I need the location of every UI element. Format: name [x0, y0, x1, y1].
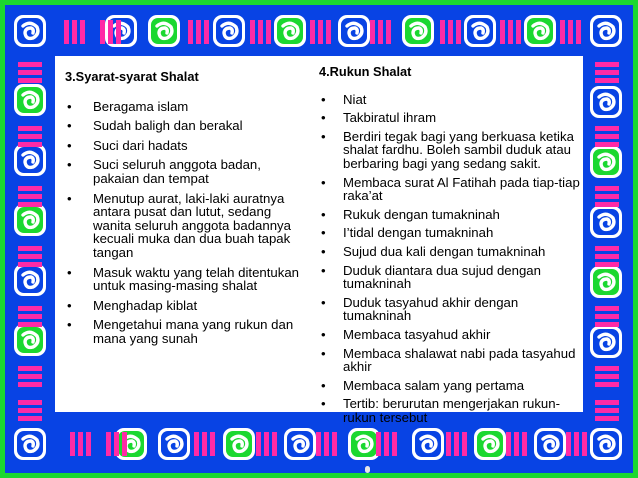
accent-bar: [370, 20, 375, 44]
list-item: • Tertib: berurutan mengerjakan rukun-rukun tersebut: [319, 397, 581, 424]
list-item: • Membaca salam yang pertama: [319, 379, 581, 393]
accent-bar: [595, 408, 619, 413]
accent-bar: [595, 246, 619, 251]
list-item: • Sujud dua kali dengan tumakninah: [319, 245, 581, 259]
syarat-shalat-column: [65, 70, 305, 352]
list-item: • Suci dari hadats: [65, 139, 305, 153]
swirl-icon: [590, 326, 622, 358]
accent-bar: [108, 20, 113, 44]
rukun-list: [319, 93, 581, 425]
accent-bar: [324, 432, 329, 456]
accent-bar: [560, 20, 565, 44]
swirl-icon: [14, 264, 46, 296]
list-item: • Beragama islam: [65, 100, 305, 114]
swirl-icon: [14, 15, 46, 47]
swirl-icon: [115, 428, 147, 460]
accent-bar: [568, 20, 573, 44]
accent-bar: [194, 432, 199, 456]
accent-bar: [18, 408, 42, 413]
accent-bar: [595, 262, 619, 267]
accent-bar: [70, 432, 75, 456]
accent-bar: [514, 432, 519, 456]
accent-bar: [122, 432, 127, 456]
accent-bar: [18, 186, 42, 191]
accent-bar: [310, 20, 315, 44]
accent-bar: [18, 246, 42, 251]
accent-bar: [18, 366, 42, 371]
accent-bar: [80, 20, 85, 44]
swirl-icon: [590, 15, 622, 47]
accent-bar: [326, 20, 331, 44]
accent-bar: [18, 374, 42, 379]
accent-bar: [18, 62, 42, 67]
accent-bar: [116, 20, 121, 44]
accent-bar: [522, 432, 527, 456]
accent-bar: [595, 400, 619, 405]
list-item: • Duduk tasyahud akhir dengan tumakninah: [319, 296, 581, 323]
accent-bar: [574, 432, 579, 456]
syarat-heading: 3.Syarat-syarat Shalat: [65, 69, 199, 84]
swirl-icon: [338, 15, 370, 47]
accent-bar: [18, 416, 42, 421]
accent-bar: [456, 20, 461, 44]
accent-bar: [258, 20, 263, 44]
swirl-icon: [590, 266, 622, 298]
accent-bar: [376, 432, 381, 456]
swirl-icon: [14, 204, 46, 236]
list-item: • Takbiratul ihram: [319, 111, 581, 125]
accent-bar: [462, 432, 467, 456]
accent-bar: [18, 78, 42, 83]
accent-bar: [595, 306, 619, 311]
accent-bar: [595, 70, 619, 75]
list-item: • Membaca surat Al Fatihah pada tiap-tiap raka’at: [319, 176, 581, 203]
accent-bar: [595, 78, 619, 83]
swirl-icon: [474, 428, 506, 460]
swirl-icon: [464, 15, 496, 47]
accent-bar: [18, 262, 42, 267]
list-item: • Membaca shalawat nabi pada tasyahud akhir: [319, 347, 581, 374]
swirl-icon: [148, 15, 180, 47]
accent-bar: [266, 20, 271, 44]
swirl-icon: [213, 15, 245, 47]
accent-bar: [18, 400, 42, 405]
swirl-icon: [348, 428, 380, 460]
swirl-icon: [534, 428, 566, 460]
accent-bar: [18, 134, 42, 139]
accent-bar: [316, 432, 321, 456]
syarat-list: [65, 100, 305, 346]
swirl-icon: [14, 324, 46, 356]
content-panel: [55, 56, 583, 425]
accent-bar: [440, 20, 445, 44]
accent-bar: [595, 322, 619, 327]
swirl-icon: [590, 86, 622, 118]
accent-bar: [114, 432, 119, 456]
accent-bar: [18, 306, 42, 311]
accent-bar: [256, 432, 261, 456]
accent-bar: [18, 322, 42, 327]
accent-bar: [506, 432, 511, 456]
accent-bar: [202, 432, 207, 456]
accent-bar: [106, 432, 111, 456]
swirl-icon: [590, 146, 622, 178]
list-item: • Menghadap kiblat: [65, 299, 305, 313]
swirl-icon: [14, 428, 46, 460]
accent-bar: [595, 254, 619, 259]
accent-bar: [18, 142, 42, 147]
accent-bar: [318, 20, 323, 44]
rukun-shalat-column: [319, 65, 581, 429]
accent-bar: [378, 20, 383, 44]
accent-bar: [18, 202, 42, 207]
accent-bar: [595, 202, 619, 207]
accent-bar: [508, 20, 513, 44]
list-item: • Rukuk dengan tumakninah: [319, 208, 581, 222]
accent-bar: [18, 314, 42, 319]
accent-bar: [100, 20, 105, 44]
swirl-icon: [590, 428, 622, 460]
rukun-heading: 4.Rukun Shalat: [319, 64, 412, 79]
accent-bar: [264, 432, 269, 456]
list-item: • Masuk waktu yang telah ditentukan untuk masing-masing shalat: [65, 266, 305, 293]
accent-bar: [188, 20, 193, 44]
accent-bar: [446, 432, 451, 456]
accent-bar: [392, 432, 397, 456]
list-item: • Sudah baligh dan berakal: [65, 119, 305, 133]
list-item: • I’tidal dengan tumakninah: [319, 226, 581, 240]
list-item: • Niat: [319, 93, 581, 107]
list-item: • Mengetahui mana yang rukun dan mana yang sunah: [65, 318, 305, 345]
accent-bar: [448, 20, 453, 44]
list-item: • Duduk diantara dua sujud dengan tumakninah: [319, 264, 581, 291]
accent-bar: [18, 126, 42, 131]
list-item: • Membaca tasyahud akhir: [319, 328, 581, 342]
swirl-icon: [524, 15, 556, 47]
accent-bar: [250, 20, 255, 44]
accent-bar: [18, 254, 42, 259]
accent-bar: [595, 374, 619, 379]
accent-bar: [595, 126, 619, 131]
list-item: • Berdiri tegak bagi yang berkuasa ketika shalat fardhu. Boleh sambil duduk atau berbaring bagi yang sedang sakit.: [319, 130, 581, 171]
accent-bar: [595, 62, 619, 67]
decorative-dot: [365, 466, 370, 473]
swirl-icon: [412, 428, 444, 460]
accent-bar: [576, 20, 581, 44]
accent-bar: [78, 432, 83, 456]
swirl-icon: [402, 15, 434, 47]
accent-bar: [204, 20, 209, 44]
accent-bar: [595, 382, 619, 387]
accent-bar: [210, 432, 215, 456]
accent-bar: [384, 432, 389, 456]
accent-bar: [332, 432, 337, 456]
accent-bar: [454, 432, 459, 456]
accent-bar: [595, 134, 619, 139]
accent-bar: [64, 20, 69, 44]
accent-bar: [595, 194, 619, 199]
accent-bar: [566, 432, 571, 456]
swirl-icon: [14, 144, 46, 176]
accent-bar: [595, 314, 619, 319]
list-item: • Suci seluruh anggota badan, pakaian dan tempat: [65, 158, 305, 185]
accent-bar: [386, 20, 391, 44]
accent-bar: [86, 432, 91, 456]
swirl-icon: [274, 15, 306, 47]
accent-bar: [516, 20, 521, 44]
accent-bar: [18, 70, 42, 75]
list-item: • Menutup aurat, laki-laki auratnya antara pusat dan lutut, sedang wanita seluruh anggota badannya kecuali muka dan dua buah tapak tangan: [65, 192, 305, 260]
accent-bar: [595, 416, 619, 421]
swirl-icon: [284, 428, 316, 460]
accent-bar: [500, 20, 505, 44]
accent-bar: [18, 194, 42, 199]
accent-bar: [582, 432, 587, 456]
accent-bar: [595, 366, 619, 371]
swirl-icon: [14, 84, 46, 116]
accent-bar: [18, 382, 42, 387]
accent-bar: [72, 20, 77, 44]
swirl-icon: [590, 206, 622, 238]
swirl-icon: [158, 428, 190, 460]
swirl-icon: [223, 428, 255, 460]
accent-bar: [196, 20, 201, 44]
accent-bar: [595, 142, 619, 147]
accent-bar: [595, 186, 619, 191]
accent-bar: [272, 432, 277, 456]
